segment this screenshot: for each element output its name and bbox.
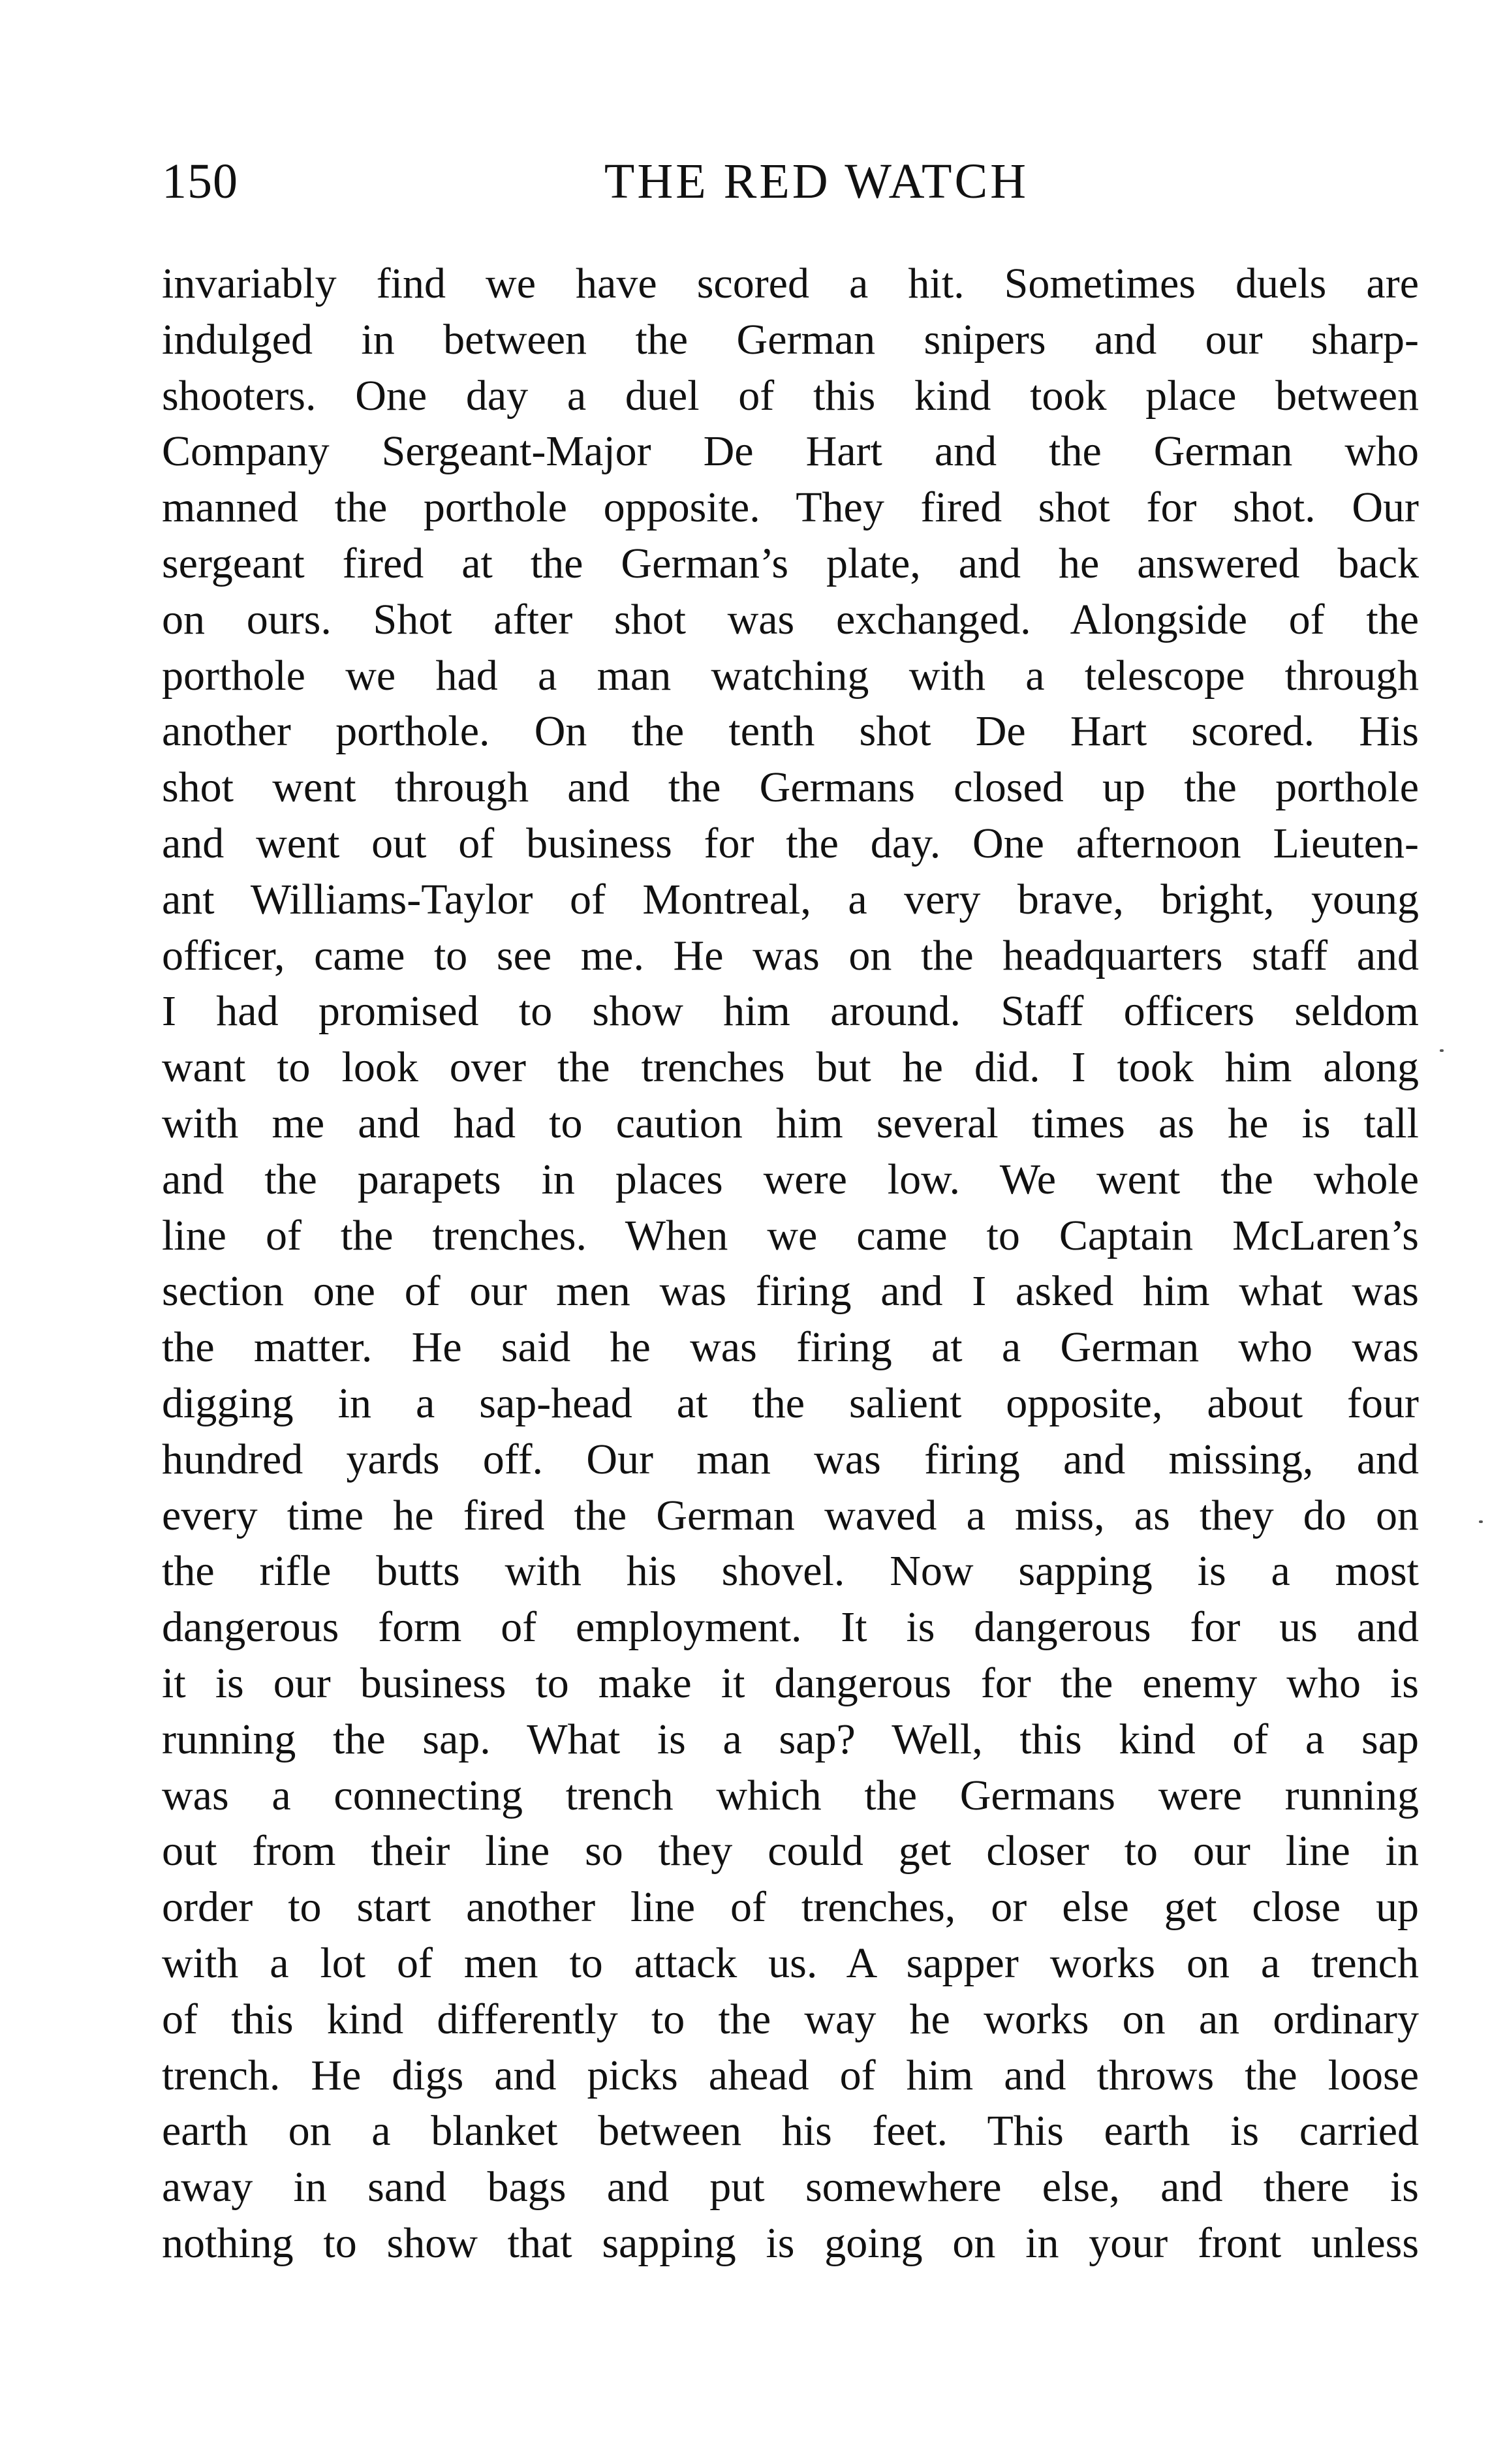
text-line: shooters. One day a duel of this kind took place between (162, 371, 1419, 420)
page-number: 150 (162, 154, 238, 209)
scan-speck (1479, 1520, 1483, 1523)
text-line: I had promised to show him around. Staff officers seldom (162, 987, 1419, 1036)
text-line: line of the trenches. When we came to Captain McLaren’s (162, 1211, 1419, 1259)
text-line: digging in a sap-head at the salient opposite, about four (162, 1379, 1419, 1427)
text-line: and went out of business for the day. One afternoon Lieuten- (162, 819, 1419, 867)
text-line: it is our business to make it dangerous for the enemy who is (162, 1659, 1419, 1707)
text-line: indulged in between the German snipers and our sharp- (162, 315, 1419, 363)
text-line: section one of our men was firing and I asked him what was (162, 1267, 1419, 1316)
text-line: on ours. Shot after shot was exchanged. Alongside of the (162, 595, 1419, 643)
text-line: out from their line so they could get closer to our line in (162, 1827, 1419, 1875)
text-line: of this kind differently to the way he works on an ordinary (162, 1995, 1419, 2043)
text-line: sergeant fired at the German’s plate, and he answered back (162, 539, 1419, 587)
text-line: porthole we had a man watching with a telescope through (162, 651, 1419, 700)
text-line: nothing to show that sapping is going on in your front unless (162, 2219, 1419, 2267)
text-line: with a lot of men to attack us. A sapper works on a trench (162, 1939, 1419, 1987)
text-line: away in sand bags and put somewhere else, and there is (162, 2163, 1419, 2211)
text-line: ant Williams-Taylor of Montreal, a very brave, bright, young (162, 875, 1419, 923)
text-line: and the parapets in places were low. We went the whole (162, 1155, 1419, 1203)
scan-speck (1440, 1049, 1444, 1052)
text-line: another porthole. On the tenth shot De Hart scored. His (162, 707, 1419, 756)
text-line: order to start another line of trenches, or else get close up (162, 1883, 1419, 1932)
text-line: every time he fired the German waved a miss, as they do on (162, 1491, 1419, 1539)
running-title: THE RED WATCH (604, 154, 1029, 209)
text-line: Company Sergeant-Major De Hart and the German who (162, 427, 1419, 476)
text-line: was a connecting trench which the Germans were running (162, 1771, 1419, 1819)
text-line: trench. He digs and picks ahead of him and throws the loose (162, 2051, 1419, 2099)
text-line: running the sap. What is a sap? Well, this kind of a sap (162, 1715, 1419, 1763)
text-line: invariably find we have scored a hit. Sometimes duels are (162, 260, 1419, 307)
body-text (162, 256, 1419, 2272)
text-line: earth on a blanket between his feet. This earth is carried (162, 2107, 1419, 2155)
text-line: with me and had to caution him several times as he is tall (162, 1099, 1419, 1147)
text-line: shot went through and the Germans closed up the porthole (162, 763, 1419, 812)
text-line: want to look over the trenches but he did. I took him along (162, 1043, 1419, 1092)
text-line: manned the porthole opposite. They fired shot for shot. Our (162, 484, 1419, 532)
running-header (162, 149, 1419, 214)
text-line: hundred yards off. Our man was firing and missing, and (162, 1435, 1419, 1483)
text-line: the rifle butts with his shovel. Now sapping is a most (162, 1547, 1419, 1595)
text-line: officer, came to see me. He was on the headquarters staff and (162, 931, 1419, 979)
text-line: the matter. He said he was firing at a German who was (162, 1323, 1419, 1372)
text-line: dangerous form of employment. It is dangerous for us and (162, 1603, 1419, 1652)
